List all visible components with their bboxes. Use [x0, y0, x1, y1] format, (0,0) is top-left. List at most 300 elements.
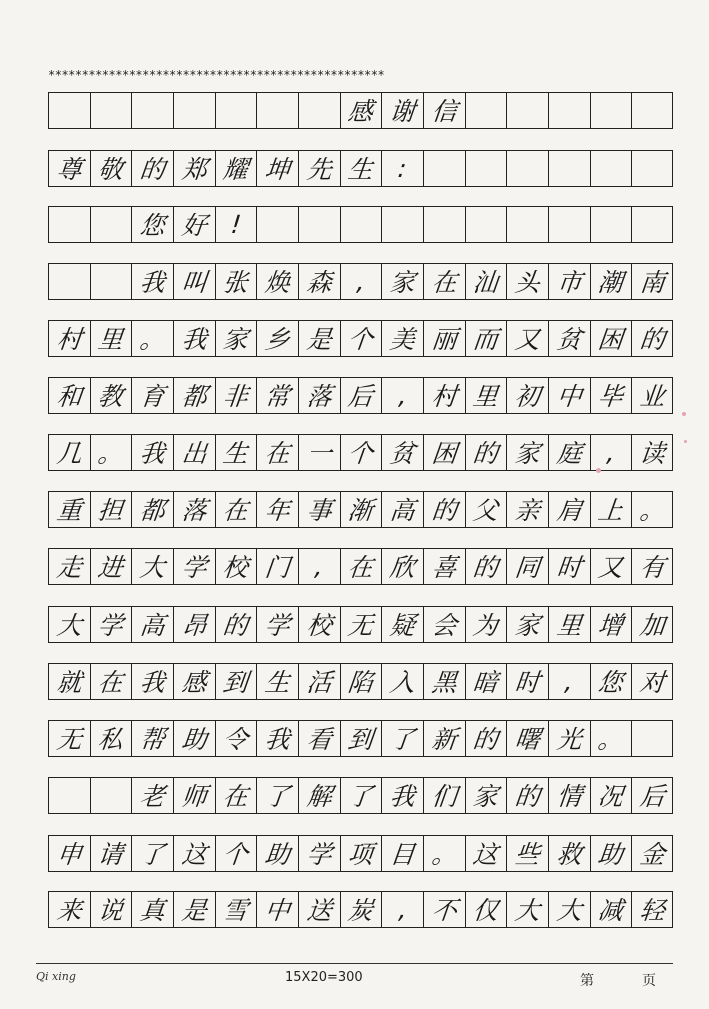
- grid-cell: [631, 777, 673, 814]
- grid-cell: [548, 663, 590, 700]
- cell-character: 曙: [513, 725, 542, 754]
- cell-character: 又: [596, 553, 625, 582]
- cell-character: 在: [221, 496, 250, 525]
- cell-character: 在: [96, 668, 125, 697]
- cell-character: 了: [388, 725, 417, 754]
- grid-cell: [256, 150, 298, 187]
- cell-character: 是: [180, 896, 209, 925]
- cell-character: 时: [513, 668, 542, 697]
- cell-character: 市: [555, 268, 584, 297]
- grid-cell: [631, 320, 673, 357]
- grid-cell: [298, 377, 340, 414]
- grid-cell: [173, 606, 215, 643]
- grid-cell: [131, 720, 173, 757]
- grid-cell: [340, 377, 382, 414]
- grid-cell: [548, 548, 590, 585]
- cell-character: 乡: [263, 325, 292, 354]
- cell-character: 帮: [138, 725, 167, 754]
- grid-cell: [381, 206, 423, 243]
- cell-character: 仅: [471, 896, 500, 925]
- cell-character: 家: [221, 325, 250, 354]
- cell-character: 校: [305, 611, 334, 640]
- grid-cell: [256, 92, 298, 129]
- cell-character: 们: [430, 782, 459, 811]
- cell-character: 个: [346, 439, 375, 468]
- cell-character: 进: [96, 553, 125, 582]
- cell-character: 。: [96, 439, 125, 468]
- cell-character: 中: [263, 896, 292, 925]
- cell-character: 村: [430, 382, 459, 411]
- cell-character: 疑: [388, 611, 417, 640]
- grid-cell: [340, 92, 382, 129]
- grid-cell: [298, 320, 340, 357]
- cell-character: 。: [637, 496, 667, 525]
- grid-cell: [465, 150, 507, 187]
- cell-character: 美: [388, 325, 417, 354]
- cell-character: 师: [180, 782, 209, 811]
- grid-cell: [215, 777, 257, 814]
- grid-cell: [215, 891, 257, 928]
- cell-character: 送: [305, 896, 334, 925]
- cell-character: 南: [637, 268, 667, 297]
- cell-character: 叫: [180, 268, 209, 297]
- grid-cell: [465, 835, 507, 872]
- grid-cell: [423, 434, 465, 471]
- cell-character: 目: [388, 840, 417, 869]
- grid-cell: [631, 835, 673, 872]
- grid-cell: [631, 891, 673, 928]
- grid-cell: [256, 548, 298, 585]
- grid-cell: [506, 777, 548, 814]
- cell-character: 的: [138, 155, 167, 184]
- cell-character: 业: [637, 382, 667, 411]
- grid-cell: [631, 720, 673, 757]
- cell-character: 的: [637, 325, 667, 354]
- grid-cell: [423, 777, 465, 814]
- grid-cell: [256, 491, 298, 528]
- cell-character: 焕: [263, 268, 292, 297]
- grid-cell: [590, 92, 632, 129]
- cell-character: 和: [55, 382, 84, 411]
- grid-cell: [173, 548, 215, 585]
- cell-character: 对: [637, 668, 667, 697]
- cell-character: 潮: [596, 268, 625, 297]
- cell-character: 我: [388, 782, 417, 811]
- grid-cell: [506, 891, 548, 928]
- footer-grid-format: 15X20=300: [285, 970, 363, 985]
- grid-cell: [465, 263, 507, 300]
- grid-row: [48, 150, 673, 187]
- grid-cell: [506, 92, 548, 129]
- grid-cell: [340, 150, 382, 187]
- cell-character: 教: [96, 382, 125, 411]
- cell-character: 来: [55, 896, 84, 925]
- grid-cell: [631, 548, 673, 585]
- cell-character: 雪: [221, 896, 250, 925]
- grid-cell: [298, 835, 340, 872]
- grid-cell: [48, 491, 90, 528]
- cell-character: 担: [96, 496, 125, 525]
- grid-cell: [340, 720, 382, 757]
- grid-cell: [48, 150, 90, 187]
- grid-cell: [423, 263, 465, 300]
- grid-cell: [340, 606, 382, 643]
- cell-character: 家: [388, 268, 417, 297]
- cell-character: 您: [596, 668, 625, 697]
- cell-character: 喜: [430, 553, 459, 582]
- cell-character: 。: [430, 840, 459, 869]
- grid-cell: [48, 320, 90, 357]
- grid-row: [48, 320, 673, 357]
- cell-character: 的: [471, 725, 500, 754]
- cell-character: 常: [263, 382, 292, 411]
- grid-cell: [381, 150, 423, 187]
- grid-cell: [590, 663, 632, 700]
- grid-cell: [173, 434, 215, 471]
- cell-character: 助: [596, 840, 625, 869]
- cell-character: 昂: [180, 611, 209, 640]
- cell-character: 汕: [471, 268, 500, 297]
- grid-cell: [423, 606, 465, 643]
- grid-cell: [590, 606, 632, 643]
- grid-cell: [548, 835, 590, 872]
- cell-character: 初: [513, 382, 542, 411]
- grid-cell: [48, 720, 90, 757]
- cell-character: 信: [430, 97, 459, 126]
- grid-cell: [298, 777, 340, 814]
- grid-cell: [215, 663, 257, 700]
- cell-character: ,: [563, 666, 575, 696]
- cell-character: 暗: [471, 668, 500, 697]
- grid-cell: [256, 720, 298, 757]
- grid-cell: [90, 720, 132, 757]
- grid-cell: [381, 891, 423, 928]
- grid-cell: [90, 320, 132, 357]
- cell-character: 感: [346, 97, 375, 126]
- cell-character: 这: [180, 840, 209, 869]
- grid-cell: [90, 891, 132, 928]
- grid-row: [48, 720, 673, 757]
- cell-character: 几: [55, 439, 84, 468]
- cell-character: 中: [555, 382, 584, 411]
- grid-cell: [590, 835, 632, 872]
- grid-cell: [173, 377, 215, 414]
- grid-cell: [173, 150, 215, 187]
- grid-cell: [173, 663, 215, 700]
- grid-cell: [48, 548, 90, 585]
- cell-character: 一: [305, 439, 334, 468]
- grid-cell: [465, 720, 507, 757]
- grid-cell: [256, 835, 298, 872]
- grid-cell: [465, 434, 507, 471]
- grid-cell: [465, 320, 507, 357]
- grid-cell: [548, 606, 590, 643]
- cell-character: 活: [305, 668, 334, 697]
- grid-cell: [631, 263, 673, 300]
- grid-cell: [340, 206, 382, 243]
- cell-character: 助: [180, 725, 209, 754]
- grid-row: [48, 891, 673, 928]
- grid-cell: [131, 150, 173, 187]
- cell-character: 金: [637, 840, 667, 869]
- grid-cell: [465, 663, 507, 700]
- cell-character: 申: [55, 840, 84, 869]
- grid-cell: [548, 320, 590, 357]
- cell-character: 好: [180, 211, 209, 240]
- cell-character: 的: [471, 553, 500, 582]
- cell-character: 解: [305, 782, 334, 811]
- grid-cell: [215, 434, 257, 471]
- cell-character: 大: [555, 896, 584, 925]
- grid-cell: [256, 606, 298, 643]
- grid-cell: [590, 320, 632, 357]
- grid-cell: [48, 835, 90, 872]
- grid-cell: [631, 606, 673, 643]
- footer-page-suffix: 页: [642, 973, 656, 989]
- grid-cell: [131, 377, 173, 414]
- grid-cell: [506, 263, 548, 300]
- cell-character: 渐: [346, 496, 375, 525]
- grid-cell: [298, 263, 340, 300]
- grid-cell: [548, 720, 590, 757]
- grid-cell: [465, 377, 507, 414]
- cell-character: 庭: [555, 439, 584, 468]
- cell-character: 先: [305, 155, 334, 184]
- cell-character: 读: [637, 439, 667, 468]
- grid-cell: [381, 606, 423, 643]
- cell-character: 项: [346, 840, 375, 869]
- cell-character: 我: [138, 668, 167, 697]
- grid-cell: [215, 377, 257, 414]
- grid-cell: [631, 206, 673, 243]
- cell-character: 贫: [388, 439, 417, 468]
- cell-character: 增: [596, 611, 625, 640]
- grid-cell: [506, 491, 548, 528]
- cell-character: 丽: [430, 325, 459, 354]
- grid-cell: [48, 434, 90, 471]
- grid-row: [48, 92, 673, 129]
- grid-cell: [548, 263, 590, 300]
- cell-character: 助: [263, 840, 292, 869]
- cell-character: 在: [430, 268, 459, 297]
- grid-cell: [298, 491, 340, 528]
- cell-character: 肩: [555, 496, 584, 525]
- grid-cell: [48, 263, 90, 300]
- cell-character: 同: [513, 553, 542, 582]
- grid-cell: [90, 434, 132, 471]
- grid-cell: [256, 263, 298, 300]
- cell-character: 里: [555, 611, 584, 640]
- grid-cell: [48, 92, 90, 129]
- grid-cell: [506, 663, 548, 700]
- grid-cell: [298, 891, 340, 928]
- grid-cell: [590, 491, 632, 528]
- cell-character: 校: [221, 553, 250, 582]
- grid-cell: [423, 663, 465, 700]
- cell-character: 学: [263, 611, 292, 640]
- grid-cell: [381, 663, 423, 700]
- grid-cell: [340, 434, 382, 471]
- grid-cell: [590, 777, 632, 814]
- cell-character: 又: [513, 325, 542, 354]
- grid-cell: [215, 150, 257, 187]
- cell-character: ,: [397, 894, 409, 924]
- grid-cell: [256, 777, 298, 814]
- grid-cell: [90, 548, 132, 585]
- cell-character: 亲: [513, 496, 542, 525]
- grid-cell: [423, 548, 465, 585]
- cell-character: 就: [55, 668, 84, 697]
- grid-cell: [548, 150, 590, 187]
- cell-character: 都: [138, 496, 167, 525]
- grid-cell: [298, 206, 340, 243]
- grid-cell: [173, 835, 215, 872]
- cell-character: 在: [263, 439, 292, 468]
- grid-cell: [256, 377, 298, 414]
- cell-character: 生: [346, 155, 375, 184]
- grid-cell: [215, 263, 257, 300]
- cell-character: 为: [471, 611, 500, 640]
- cell-character: 张: [221, 268, 250, 297]
- grid-cell: [256, 320, 298, 357]
- grid-cell: [215, 491, 257, 528]
- cell-character: 老: [138, 782, 167, 811]
- cell-character: 上: [596, 496, 625, 525]
- grid-cell: [590, 548, 632, 585]
- grid-row: [48, 663, 673, 700]
- grid-cell: [340, 263, 382, 300]
- grid-cell: [131, 777, 173, 814]
- grid-cell: [590, 434, 632, 471]
- grid-row: [48, 835, 673, 872]
- grid-row: [48, 606, 673, 643]
- cell-character: 坤: [263, 155, 292, 184]
- grid-cell: [423, 891, 465, 928]
- grid-cell: [590, 377, 632, 414]
- grid-cell: [381, 835, 423, 872]
- cell-character: 的: [430, 496, 459, 525]
- cell-character: 了: [138, 840, 167, 869]
- grid-row: [48, 434, 673, 471]
- grid-cell: [548, 434, 590, 471]
- cell-character: 入: [388, 668, 417, 697]
- grid-cell: [506, 150, 548, 187]
- cell-character: ,: [313, 551, 325, 581]
- grid-cell: [90, 491, 132, 528]
- cell-character: 贫: [555, 325, 584, 354]
- cell-character: 了: [263, 782, 292, 811]
- cell-character: 看: [305, 725, 334, 754]
- grid-cell: [548, 777, 590, 814]
- grid-cell: [631, 377, 673, 414]
- grid-cell: [173, 491, 215, 528]
- grid-cell: [340, 320, 382, 357]
- cell-character: 况: [596, 782, 625, 811]
- grid-cell: [48, 891, 90, 928]
- cell-character: 尊: [55, 155, 84, 184]
- cell-character: 都: [180, 382, 209, 411]
- grid-cell: [631, 663, 673, 700]
- cell-character: 村: [55, 325, 84, 354]
- grid-cell: [90, 206, 132, 243]
- cell-character: ,: [355, 266, 367, 296]
- cell-character: 生: [221, 439, 250, 468]
- grid-cell: [90, 263, 132, 300]
- grid-cell: [131, 206, 173, 243]
- star-border-decoration: **************************************************: [48, 68, 385, 82]
- grid-cell: [381, 320, 423, 357]
- cell-character: 门: [263, 553, 292, 582]
- grid-cell: [381, 92, 423, 129]
- cell-character: 头: [513, 268, 542, 297]
- grid-cell: [506, 720, 548, 757]
- grid-cell: [423, 92, 465, 129]
- cell-character: 。: [138, 325, 167, 354]
- cell-character: 这: [471, 840, 500, 869]
- grid-cell: [631, 434, 673, 471]
- grid-cell: [423, 835, 465, 872]
- grid-cell: [256, 206, 298, 243]
- cell-character: ,: [397, 380, 409, 410]
- grid-cell: [381, 377, 423, 414]
- cell-character: 救: [555, 840, 584, 869]
- cell-character: 到: [221, 668, 250, 697]
- grid-cell: [506, 320, 548, 357]
- grid-cell: [298, 663, 340, 700]
- grid-cell: [590, 263, 632, 300]
- cell-character: 出: [180, 439, 209, 468]
- cell-character: 生: [263, 668, 292, 697]
- cell-character: 学: [180, 553, 209, 582]
- grid-cell: [548, 206, 590, 243]
- grid-cell: [340, 777, 382, 814]
- grid-cell: [631, 150, 673, 187]
- cell-character: 家: [471, 782, 500, 811]
- grid-cell: [506, 606, 548, 643]
- grid-cell: [173, 891, 215, 928]
- cell-character: 高: [388, 496, 417, 525]
- grid-cell: [131, 663, 173, 700]
- grid-cell: [90, 777, 132, 814]
- grid-cell: [298, 434, 340, 471]
- cell-character: 黑: [430, 668, 459, 697]
- ink-speck: [684, 440, 687, 443]
- grid-cell: [548, 92, 590, 129]
- grid-cell: [298, 606, 340, 643]
- cell-character: 我: [180, 325, 209, 354]
- cell-character: 我: [138, 268, 167, 297]
- footer-page-prefix: 第: [580, 973, 594, 989]
- grid-cell: [590, 891, 632, 928]
- cell-character: 无: [346, 611, 375, 640]
- cell-character: 个: [221, 840, 250, 869]
- grid-row: [48, 491, 673, 528]
- cell-character: 重: [55, 496, 84, 525]
- cell-character: 郑: [180, 155, 209, 184]
- cell-character: 的: [221, 611, 250, 640]
- cell-character: 高: [138, 611, 167, 640]
- grid-cell: [340, 891, 382, 928]
- cell-character: 在: [221, 782, 250, 811]
- grid-row: [48, 263, 673, 300]
- grid-cell: [590, 720, 632, 757]
- cell-character: 光: [555, 725, 584, 754]
- cell-character: 您: [138, 211, 167, 240]
- cell-character: 困: [596, 325, 625, 354]
- cell-character: 感: [180, 668, 209, 697]
- grid-cell: [381, 777, 423, 814]
- cell-character: 后: [637, 782, 667, 811]
